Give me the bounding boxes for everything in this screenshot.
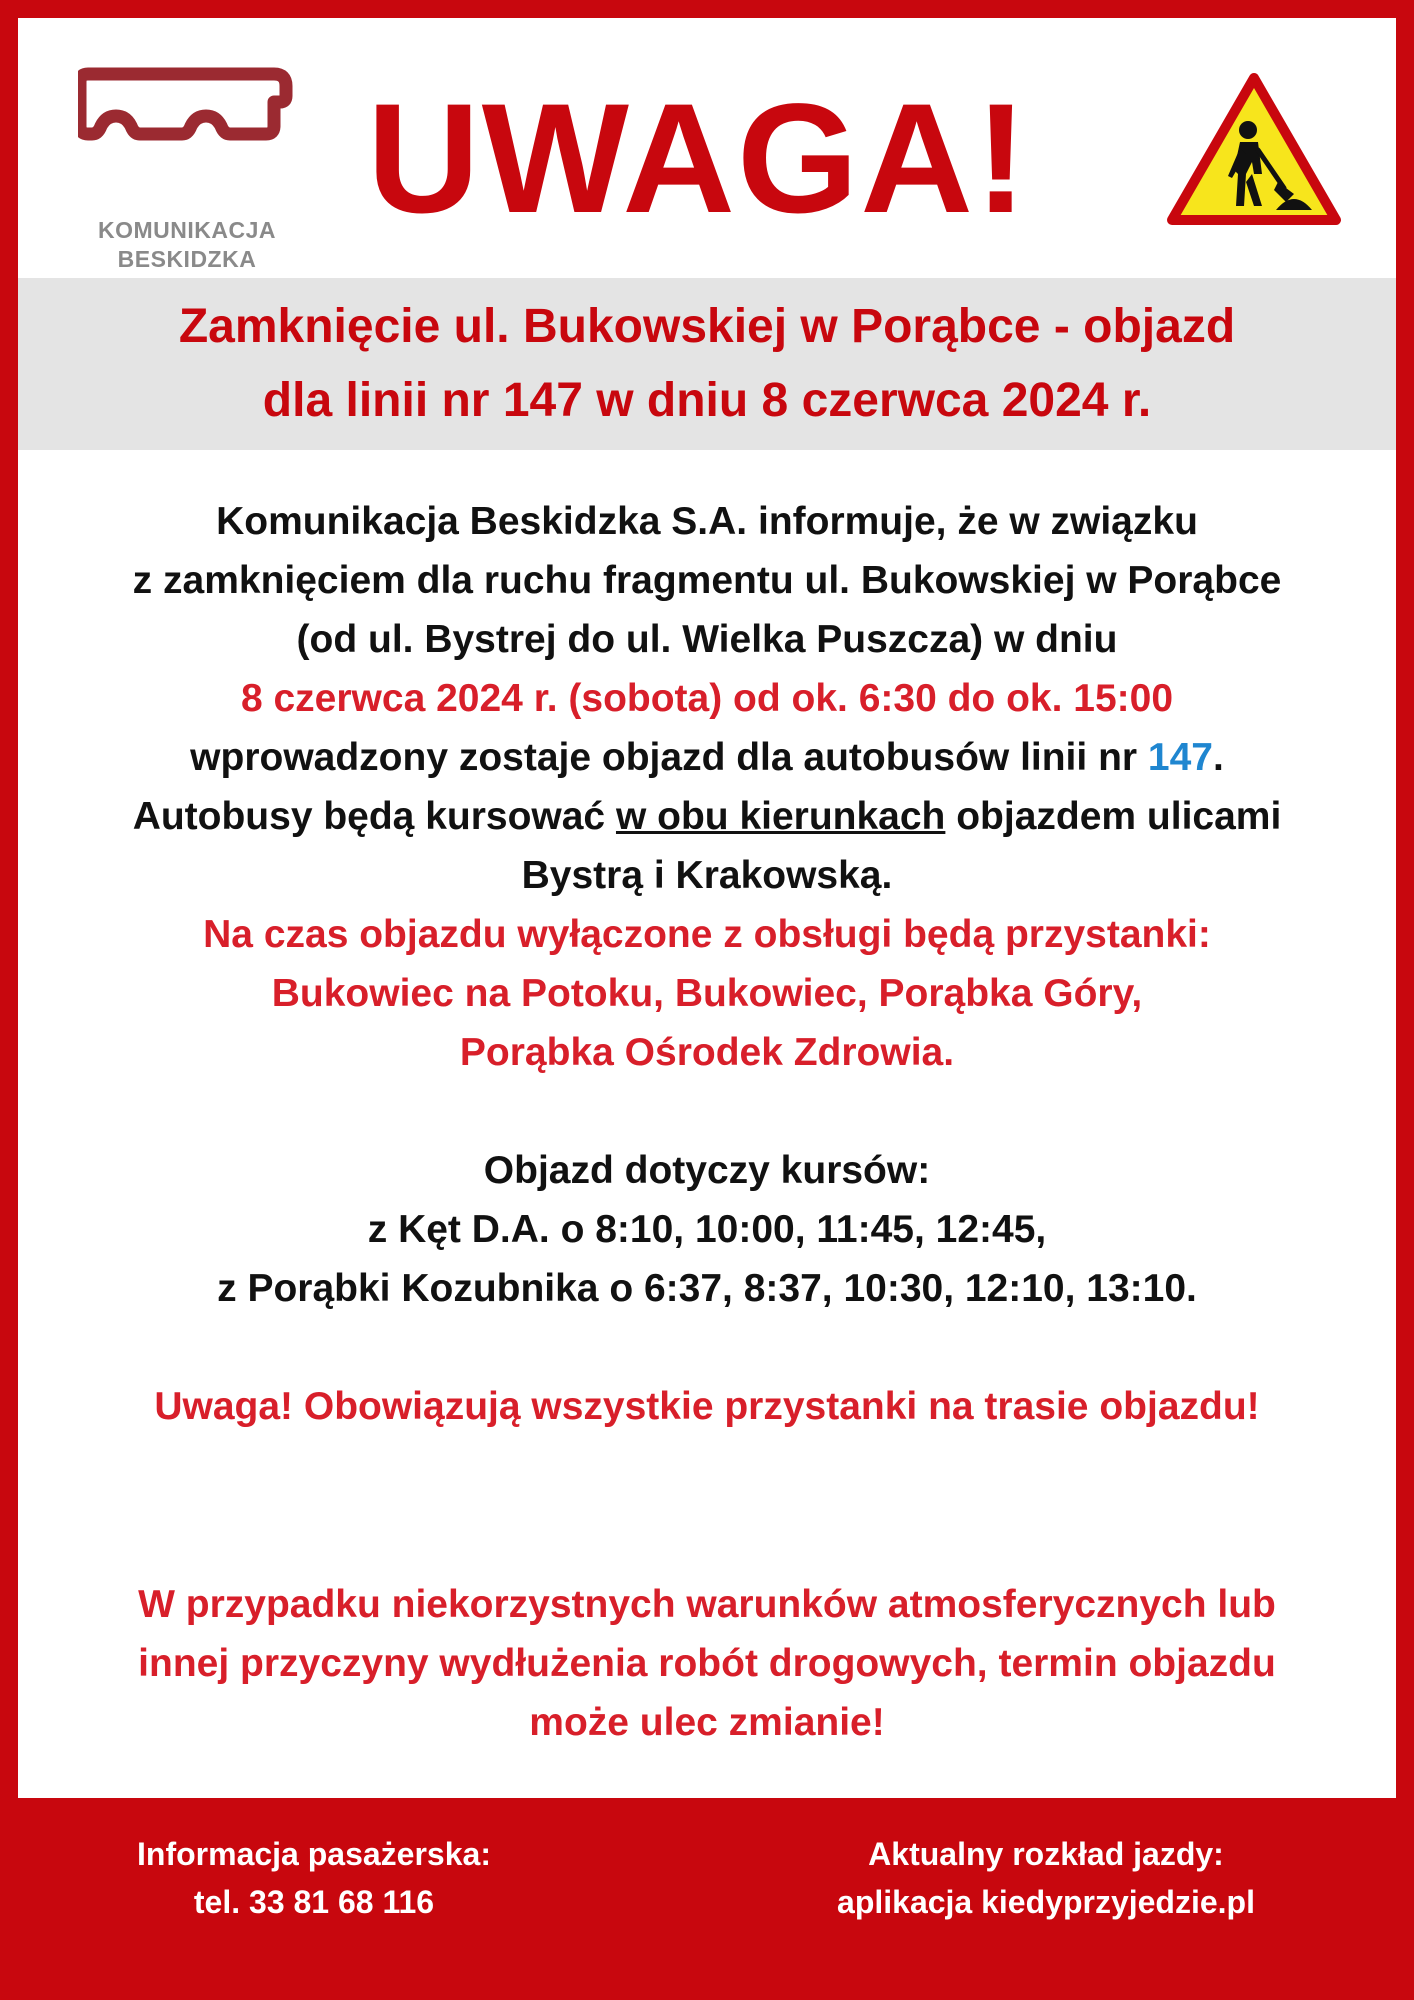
notice-line: (od ul. Bystrej do ul. Wielka Puszcza) w dniu [296,618,1118,661]
direction-text-post: objazdem ulicami [945,795,1282,838]
company-logo [78,66,318,272]
timetable-info-label: Aktualny rozkład jazdy: [868,1836,1224,1872]
timetable-info-app: aplikacja kiedyprzyjedzie.pl [837,1884,1255,1920]
weather-notice: W przypadku niekorzystnych warunków atmosferycznych lub [138,1583,1276,1626]
notice-body [28,492,1386,1752]
courses-heading: Objazd dotyczy kursów: [483,1149,931,1192]
notice-line-bus-line [28,728,1386,787]
spacer [28,1436,1386,1575]
courses-list: z Porąbki Kozubnika o 6:37, 8:37, 10:30, 12:10, 13:10. [217,1267,1197,1310]
notice-line: z zamknięciem dla ruchu fragmentu ul. Bukowskiej w Porąbce [132,559,1282,602]
closure-date: 8 czerwca 2024 r. (sobota) od ok. 6:30 do ok. 15:00 [240,677,1174,720]
timetable-info [766,1830,1326,1926]
banner-line-2: dla linii nr 147 w dniu 8 czerwca 2024 r. [262,374,1152,427]
headline-banner [18,278,1396,450]
road-works-warning-icon [1166,70,1342,230]
footer [0,1798,1414,2000]
logo-line-1: KOMUNIKACJA [98,217,276,243]
direction-emphasis: w obu kierunkach [615,795,946,838]
bus-line-period: . [1212,736,1224,779]
notice-line: Bystrą i Krakowską. [521,854,893,897]
excluded-stops-list: Porąbka Ośrodek Zdrowia. [459,1031,955,1074]
direction-text-pre: Autobusy będą kursować [132,795,616,838]
spacer [28,1082,1386,1141]
spacer [28,1318,1386,1377]
excluded-stops-heading: Na czas objazdu wyłączone z obsługi będą przystanki: [203,913,1211,956]
bus-line-text: wprowadzony zostaje objazd dla autobusów linii nr [190,736,1148,779]
notice-line-direction [28,787,1386,846]
logo-wordmark [78,216,296,274]
passenger-info-phone: tel. 33 81 68 116 [193,1884,435,1920]
bus-logo-icon [78,66,296,156]
notice-line: Komunikacja Beskidzka S.A. informuje, że w związku [216,500,1198,543]
weather-notice: innej przyczyny wydłużenia robót drogowych, termin objazdu [138,1642,1276,1685]
banner-line-1: Zamknięcie ul. Bukowskiej w Porąbce - objazd [178,300,1236,353]
courses-list: z Kęt D.A. o 8:10, 10:00, 11:45, 12:45, [367,1208,1047,1251]
passenger-info [34,1830,594,1926]
stops-notice: Uwaga! Obowiązują wszystkie przystanki na trasie objazdu! [154,1385,1260,1428]
bus-line-number: 147 [1147,736,1213,779]
notice-sheet [18,18,1396,1798]
page-title: UWAGA! [367,72,1029,246]
passenger-info-label: Informacja pasażerska: [137,1836,491,1872]
excluded-stops-list: Bukowiec na Potoku, Bukowiec, Porąbka Góry, [271,972,1143,1015]
logo-line-2: BESKIDZKA [117,246,257,272]
header [18,18,1396,278]
weather-notice: może ulec zmianie! [529,1701,885,1744]
